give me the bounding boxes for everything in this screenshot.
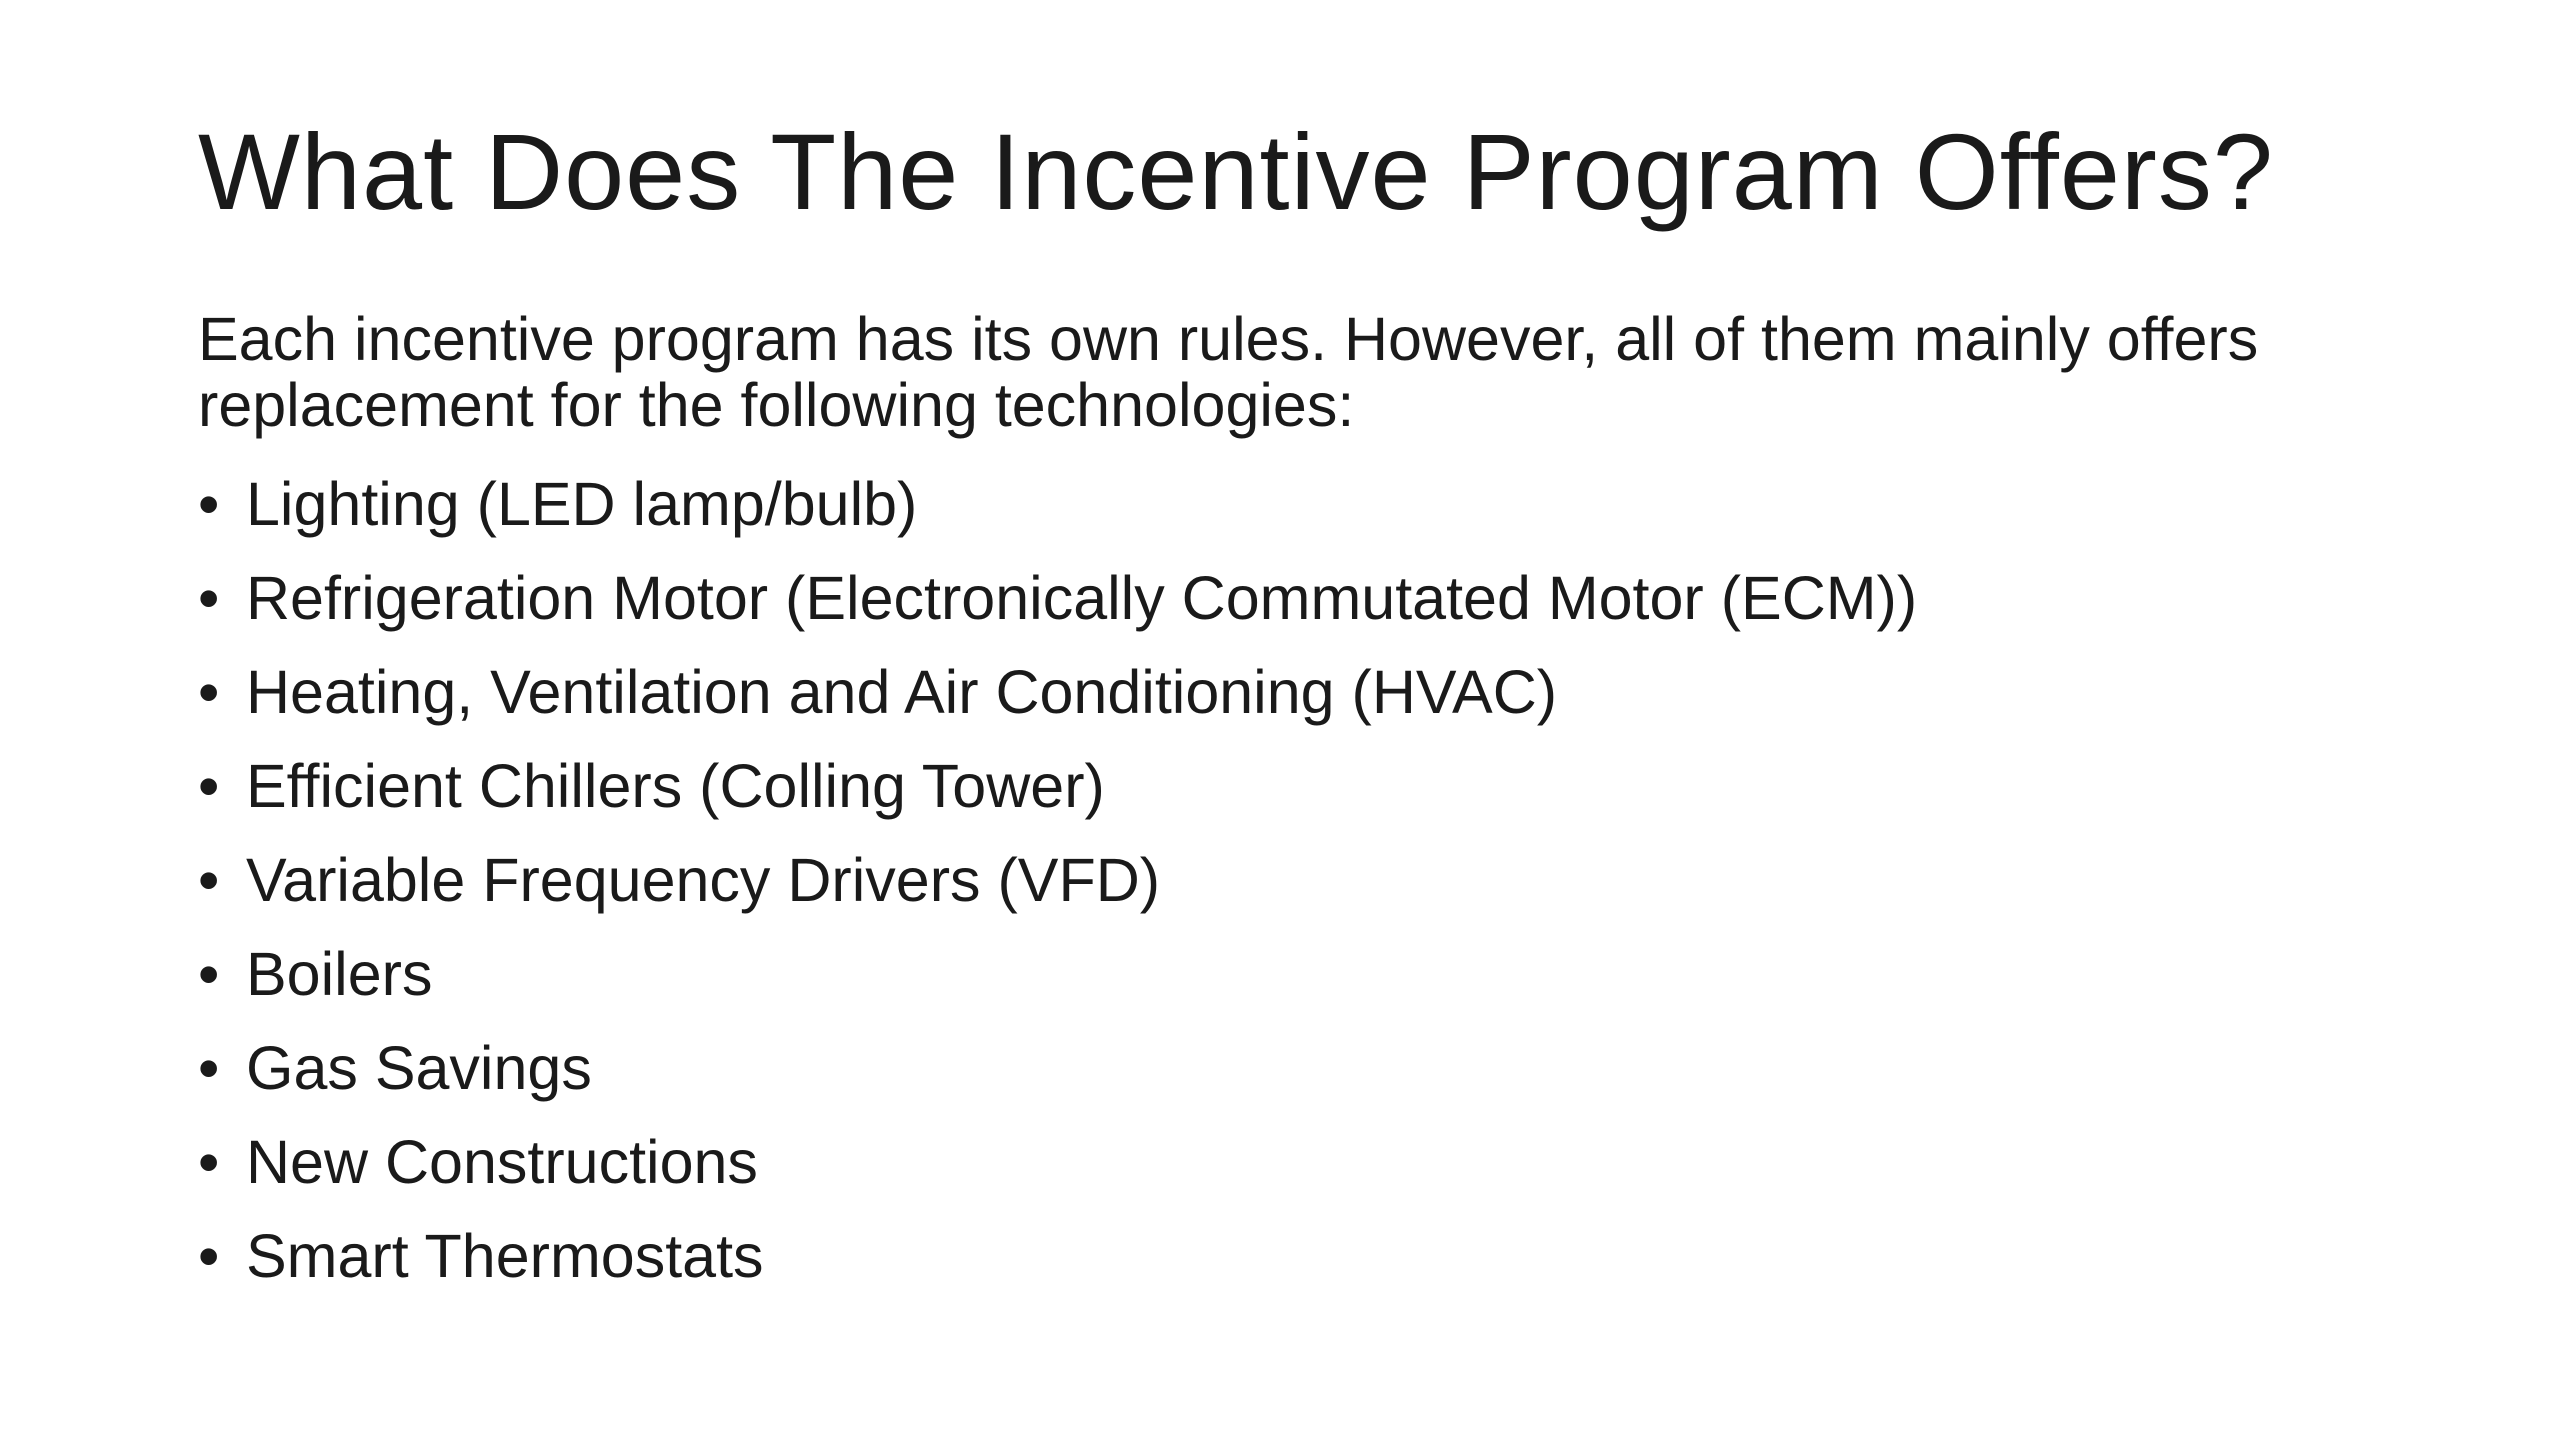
technology-bullet-list bbox=[198, 465, 2398, 1311]
bullet-dot-icon: • bbox=[198, 470, 220, 538]
bullet-dot-icon: • bbox=[198, 1034, 220, 1102]
bullet-text: Lighting (LED lamp/bulb) bbox=[246, 470, 918, 538]
slide-intro-text: Each incentive program has its own rules. However, all of them mainly offers replacement for the following technologies: bbox=[198, 305, 2259, 439]
bullet-item-new-constructions bbox=[198, 1123, 2398, 1217]
bullet-item-efficient-chillers bbox=[198, 747, 2398, 841]
bullet-text: Smart Thermostats bbox=[246, 1222, 764, 1290]
bullet-item-vfd bbox=[198, 841, 2398, 935]
bullet-item-refrigeration-motor bbox=[198, 559, 2398, 653]
bullet-dot-icon: • bbox=[198, 752, 220, 820]
bullet-text: Gas Savings bbox=[246, 1034, 592, 1102]
bullet-item-smart-thermostats bbox=[198, 1217, 2398, 1311]
bullet-text: New Constructions bbox=[246, 1128, 758, 1196]
bullet-text: Refrigeration Motor (Electronically Commutated Motor (ECM)) bbox=[246, 564, 1918, 632]
bullet-text: Boilers bbox=[246, 940, 433, 1008]
bullet-item-boilers bbox=[198, 935, 2398, 1029]
slide-title: What Does The Incentive Program Offers? bbox=[198, 111, 2274, 232]
bullet-dot-icon: • bbox=[198, 658, 220, 726]
bullet-text: Variable Frequency Drivers (VFD) bbox=[246, 846, 1161, 914]
bullet-text: Efficient Chillers (Colling Tower) bbox=[246, 752, 1105, 820]
bullet-item-lighting bbox=[198, 465, 2398, 559]
bullet-item-gas-savings bbox=[198, 1029, 2398, 1123]
bullet-dot-icon: • bbox=[198, 940, 220, 1008]
bullet-text: Heating, Ventilation and Air Conditioning (HVAC) bbox=[246, 658, 1558, 726]
bullet-dot-icon: • bbox=[198, 1128, 220, 1196]
bullet-dot-icon: • bbox=[198, 1222, 220, 1290]
bullet-dot-icon: • bbox=[198, 846, 220, 914]
bullet-dot-icon: • bbox=[198, 564, 220, 632]
bullet-item-hvac bbox=[198, 653, 2398, 747]
